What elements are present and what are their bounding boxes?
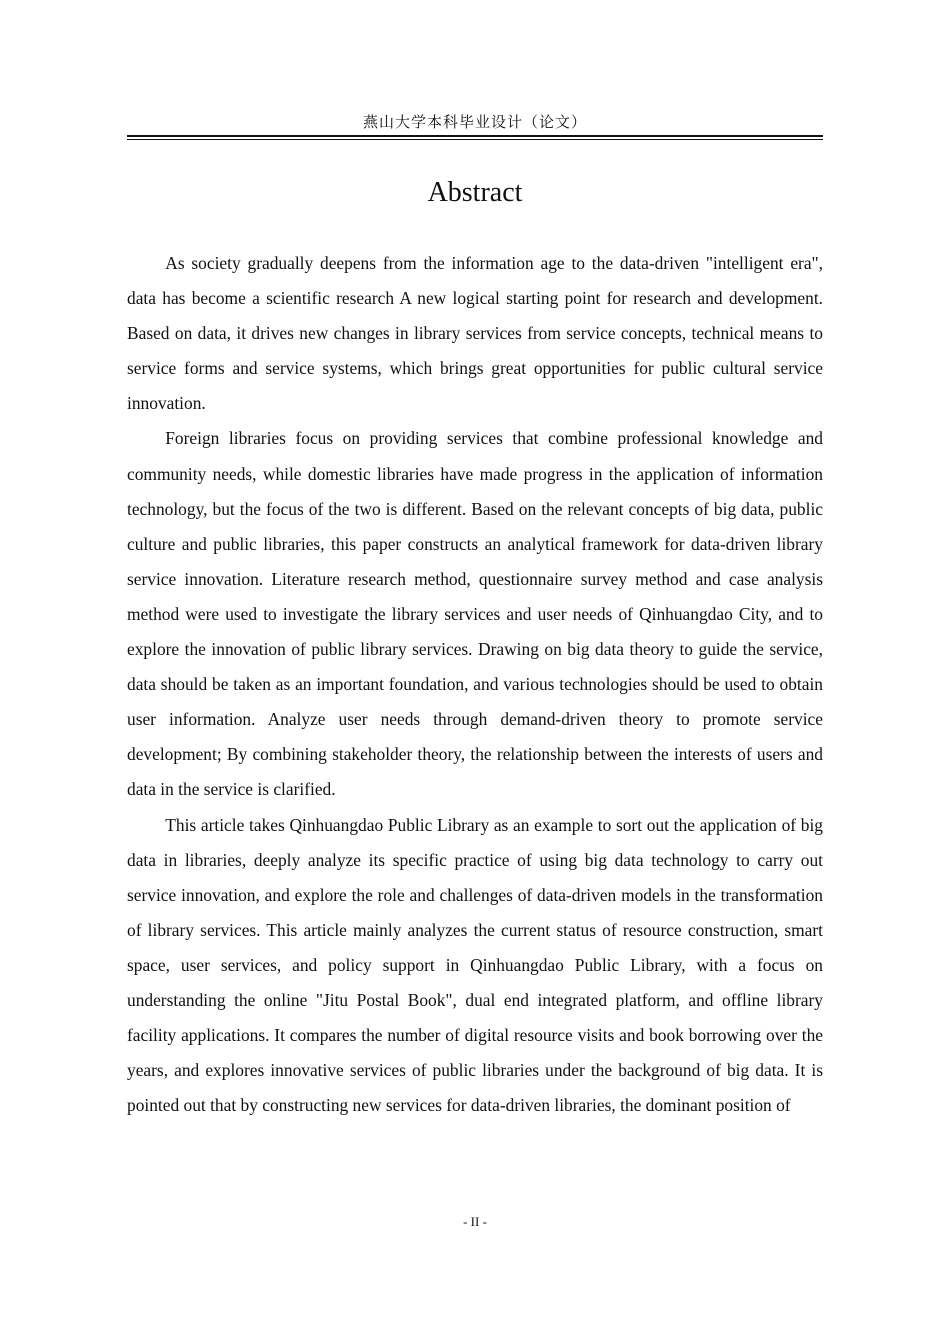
abstract-paragraph-1: As society gradually deepens from the information age to the data-driven "intelligent era", data has become a scientific research A new logical starting point for research and development. Based on data, it drives new changes in library services from service concepts, technical means to service forms and service systems, which brings great opportunities for public cultural service innovation. [127,253,823,414]
abstract-paragraph-2: Foreign libraries focus on providing services that combine professional knowledge and community needs, while domestic libraries have made progress in the application of information technology, but the focus of the two is different. Based on the relevant concepts of big data, public culture and public libraries, this paper constructs an analytical framework for data-driven library service innovation. Literature research method, questionnaire survey method and case analysis method were used to investigate the library services and user needs of Qinhuangdao City, and to explore the innovation of public library services. Drawing on big data theory to guide the service, data should be taken as an important foundation, and various technologies should be used to obtain user information. Analyze user needs through demand-driven theory to promote service development; By combining stakeholder theory, the relationship between the interests of users and data in the service is clarified. [127,428,823,800]
header-rule-thick [127,135,823,137]
running-header: 燕山大学本科毕业设计（论文） [362,115,587,131]
page-number: - II - [463,1214,487,1229]
header-rule-thin [127,139,823,140]
abstract-paragraph-3: This article takes Qinhuangdao Public Library as an example to sort out the application of big data in libraries, deeply analyze its specific practice of using big data technology to carry out service innovation, and explore the role and challenges of data-driven models in the transformation of library services. This article mainly analyzes the current status of resource construction, smart space, user services, and policy support in Qinhuangdao Public Library, with a focus on understanding the online "Jitu Postal Book", dual end integrated platform, and offline library facility applications. It compares the number of digital resource visits and book borrowing over the years, and explores innovative services of public libraries under the background of big data. It is pointed out that by constructing new services for data-driven libraries, the dominant position of [127,814,823,1116]
abstract-body [127,246,823,1123]
abstract-title: Abstract [427,177,523,208]
